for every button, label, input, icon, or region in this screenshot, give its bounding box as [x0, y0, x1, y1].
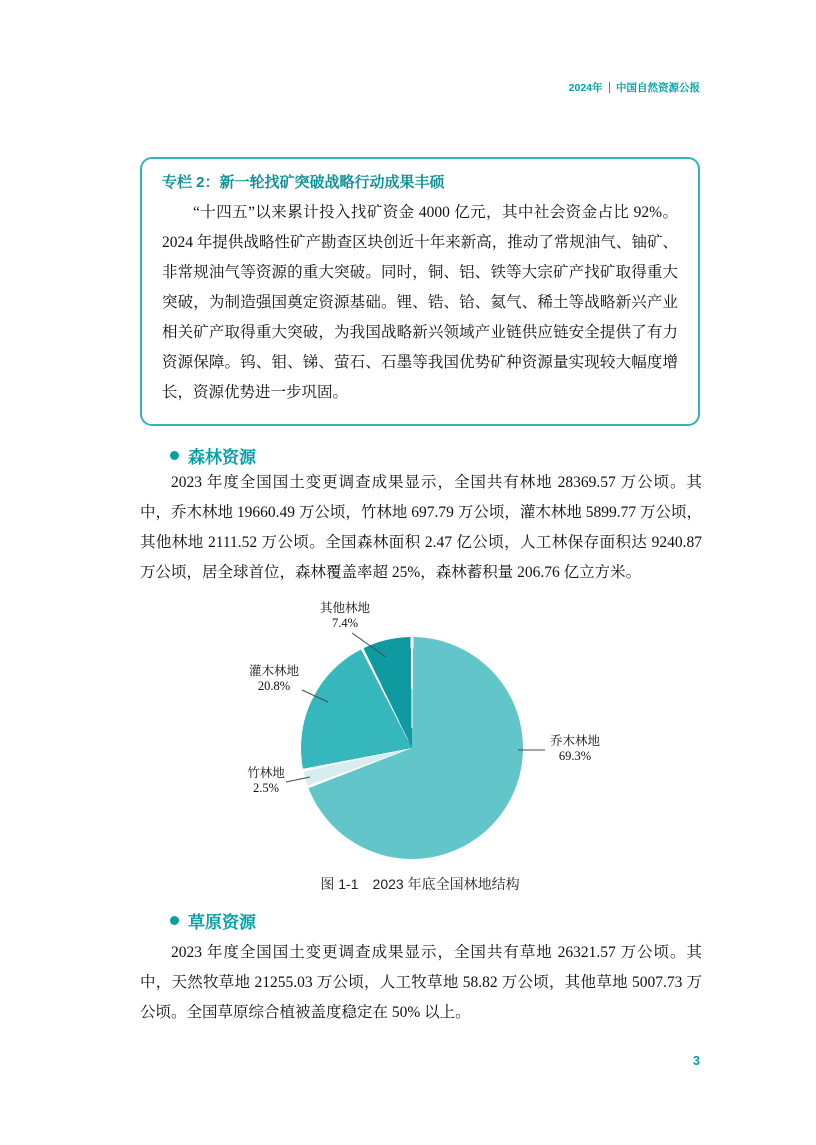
chart-caption: 图 1-1 2023 年底全国林地结构	[320, 876, 520, 892]
bullet-icon	[170, 451, 179, 460]
forest-pie-chart	[140, 598, 700, 870]
pie-label-arbor-name: 乔木林地	[549, 734, 600, 748]
pie-label-shrub	[232, 664, 316, 694]
bullet-icon	[170, 916, 179, 925]
section-heading-grassland-label: 草原资源	[188, 913, 256, 932]
callout-box-body: “十四五”以来累计投入找矿资金 4000 亿元，其中社会资金占比 92%。2024 年提供战略性矿产勘查区块创近十年来新高，推动了常规油气、铀矿、非常规油气等资源的重大突破。同时，铜、铝、铁等大宗矿产找矿取得重大突破，为制造强国奠定资源基础。锂、锆、铪、氦气、稀土等战略新兴产业相关矿产取得重大突破，为我国战略新兴领域产业链供应链安全提供了有力资源保障。钨、钼、锑、萤石、石墨等我国优势矿种资源量实现较大幅度增长，资源优势进一步巩固。	[162, 204, 678, 401]
forest-paragraph: 2023 年度全国国土变更调查成果显示，全国共有林地 28369.57 万公顷。其中，乔木林地 19660.49 万公顷，竹林地 697.79 万公顷，灌木林地 5899.77 万公顷，其他林地 2111.52 万公顷。全国森林面积 2.47 亿公顷，人工林保存面积达 9240.87 万公顷，居全球首位，森林覆盖率超 25%，森林蓄积量 206.76 亿立方米。	[140, 474, 702, 581]
running-header	[569, 80, 700, 95]
running-header-year: 2024年	[568, 82, 603, 94]
pie-label-arbor	[535, 734, 615, 764]
section-heading-forest	[170, 443, 256, 468]
callout-box-title: 专栏 2：新一轮找矿突破战略行动成果丰硕	[162, 174, 445, 191]
callout-box	[140, 157, 700, 426]
pie-label-other-name: 其他林地	[319, 601, 370, 615]
pie-label-other-pct: 7.4%	[331, 616, 359, 630]
pie-label-arbor-pct: 69.3%	[558, 749, 592, 763]
pie-label-shrub-name: 灌木林地	[248, 664, 299, 678]
pie-label-shrub-pct: 20.8%	[257, 679, 291, 693]
pie-label-bamboo-pct: 2.5%	[252, 781, 280, 795]
section-heading-grassland	[170, 908, 256, 933]
pie-label-bamboo	[228, 766, 304, 796]
running-header-title: 中国自然资源公报	[616, 82, 700, 94]
page-number: 3	[693, 1054, 700, 1068]
pie-label-other	[305, 601, 385, 631]
pie-label-bamboo-name: 竹林地	[247, 766, 285, 780]
section-heading-forest-label: 森林资源	[188, 448, 256, 467]
grassland-paragraph: 2023 年度全国国土变更调查成果显示，全国共有草地 26321.57 万公顷。其中，天然牧草地 21255.03 万公顷，人工牧草地 58.82 万公顷，其他草地 5007.73 万公顷。全国草原综合植被盖度稳定在 50% 以上。	[140, 944, 702, 1021]
pie	[301, 637, 523, 859]
running-header-divider-icon	[609, 82, 611, 93]
